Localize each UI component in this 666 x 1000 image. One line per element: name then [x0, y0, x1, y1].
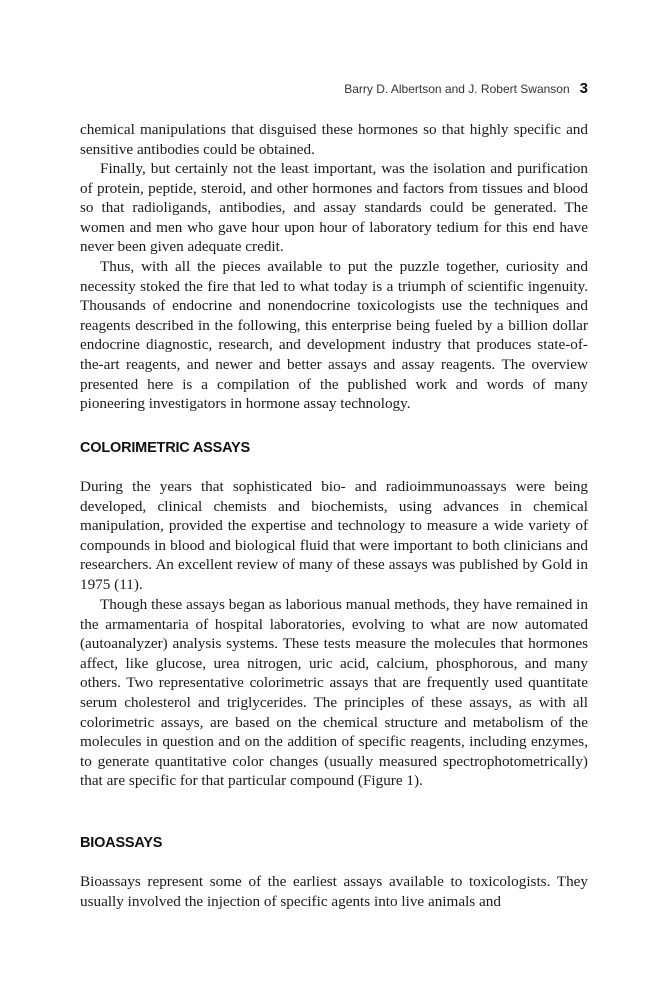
- running-head-authors: Barry D. Albertson and J. Robert Swanson: [344, 82, 570, 96]
- paragraph-isolation-purification: Finally, but certainly not the least important, was the isolation and purification of protein, peptide, steroid, and other hormones and factors from tissues and blood so that radioligands, antibodies, and assay standards could be generated. The women and men who gave hour upon hour of laboratory tedium for this end have never been given adequate credit.: [80, 160, 588, 256]
- paragraph-continued: chemical manipulations that disguised these hormones so that highly specific and sensitive antibodies could be obtained.: [80, 121, 588, 158]
- heading-bioassays: BIOASSAYS: [80, 835, 163, 851]
- paragraph-colorimetric-intro: During the years that sophisticated bio- and radioimmunoassays were being developed, clinical chemists and biochemists, using advances in chemical manipulation, provided the expertise and technology to measure a wide variety of compounds in blood and biological fluid that were important to both clinicians and researchers. An excellent review of many of these assays was published by Gold in 1975 (11).: [80, 478, 588, 593]
- page-number: 3: [579, 80, 588, 97]
- paragraph-bioassays: Bioassays represent some of the earliest assays available to toxicologists. They usually involved the injection of specific agents into live animals and: [80, 873, 588, 910]
- paragraph-overview: Thus, with all the pieces available to put the puzzle together, curiosity and necessity stoked the fire that led to what today is a triumph of scientific ingenuity. Thousands of endocrine and nonendocrine toxicologists use the techniques and reagents described in the following, this enterprise being fueled by a billion dollar endocrine diagnostic, research, and development industry that produces state-of-the-art reagents, and newer and better assays and assay reagents. The overview presented here is a compilation of the published work and words of many pioneering investigators in hormone assay technology.: [80, 258, 588, 413]
- paragraph-colorimetric-methods: Though these assays began as laborious manual methods, they have remained in the armamentaria of hospital laboratories, evolving to what are now automated (autoanalyzer) analysis systems. These tests measure the molecules that hormones affect, like glucose, urea nitrogen, uric acid, calcium, phosphorous, and many others. Two representative colorimetric assays that are frequently used quantitate serum cholesterol and triglycerides. The principles of these assays, as with all colorimetric assays, are based on the chemical structure and metabolism of the molecules in question and on the addition of specific reagents, including enzymes, to generate quantitative color changes (usually measured spectrophotometrically) that are specific for that particular compound (Figure 1).: [80, 596, 588, 790]
- running-head: [344, 80, 588, 97]
- heading-colorimetric-assays: COLORIMETRIC ASSAYS: [80, 440, 250, 456]
